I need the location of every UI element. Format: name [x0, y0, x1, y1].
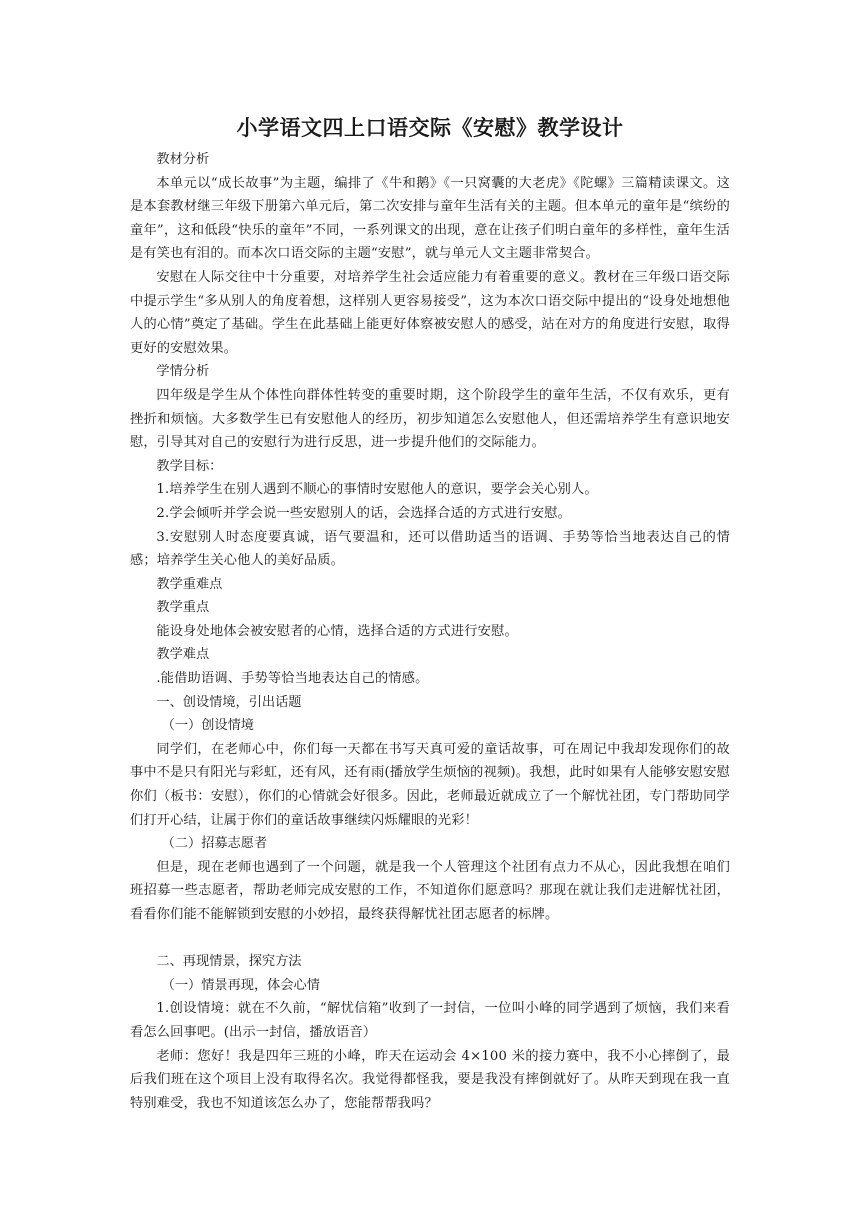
document-page	[130, 112, 730, 1115]
paragraph: .能借助语调、手势等恰当地表达自己的情感。	[156, 671, 429, 687]
section-heading-student-analysis: 学情分析	[156, 364, 210, 380]
paragraph: 同学们，在老师心中，你们每一天都在书写天真可爱的童话故事，可在周记中我却发现你们的故事中不是只有阳光与彩虹，还有风，还有雨(播放学生烦恼的视频)。我想，此时如果有人能够安慰安慰你们（板书：安慰），你们的心情就会好很多。因此，老师最近就成立了一个解忧社团，专门帮助同学们打开心结，让属于你们的童话故事继续闪烁耀眼的光彩！	[130, 741, 730, 828]
subheading: （二）招募志愿者	[161, 836, 268, 852]
paragraph: 1.创设情境：就在不久前，“解忧信箱”收到了一封信，一位叫小峰的同学遇到了烦恼，我们来看看怎么回事吧。(出示一封信，播放语音）	[130, 1001, 730, 1040]
paragraph: 本单元以“成长故事”为主题，编排了《牛和鹅》《一只窝囊的大老虎》《陀螺》三篇精读课文。这是本套教材继三年级下册第六单元后，第二次安排与童年生活有关的主题。但本单元的童年是“缤纷的童年”，这和低段“快乐的童年”不同，一系列课文的出现，意在让孩子们明白童年的多样性，童年生活是有笑也有泪的。而本次口语交际的主题“安慰”，就与单元人文主题非常契合。	[130, 175, 730, 262]
blank-line	[130, 927, 730, 951]
section-heading-key-difficulties: 教学重难点	[156, 576, 223, 592]
subheading: （一）创设情境	[161, 718, 254, 734]
paragraph: 四年级是学生从个体性向群体性转变的重要时期，这个阶段学生的童年生活，不仅有欢乐，更有挫折和烦恼。大多数学生已有安慰他人的经历，初步知道怎么安慰他人，但还需培养学生有意识地安慰，引导其对自己的安慰行为进行反思，进一步提升他们的交际能力。	[130, 387, 730, 451]
part-heading-1: 一、创设情境，引出话题	[156, 694, 302, 710]
paragraph: 能设身处地体会被安慰者的心情，选择合适的方式进行安慰。	[156, 623, 518, 639]
document-title: 小学语文四上口语交际《安慰》教学设计	[236, 115, 624, 140]
goal-item: 2.学会倾听并学会说一些安慰别人的话，会选择合适的方式进行安慰。	[156, 505, 571, 521]
section-heading-teaching-goals: 教学目标：	[156, 458, 223, 474]
goal-item: 3.安慰别人时态度要真诚，语气要温和，还可以借助适当的语调、手势等恰当地表达自己的情感；培养学生关心他人的美好品质。	[130, 529, 730, 569]
subheading-difficulties: 教学难点	[156, 647, 210, 663]
paragraph: 老师：您好！我是四年三班的小峰，昨天在运动会 4×100 米的接力赛中，我不小心摔倒了，最后我们班在这个项目上没有取得名次。我觉得都怪我，要是我没有摔倒就好了。从昨天到现在我一直特别难受，我也不知道该怎么办了，您能帮帮我吗？	[130, 1048, 730, 1111]
paragraph: 安慰在人际交往中十分重要，对培养学生社会适应能力有着重要的意义。教材在三年级口语交际中提示学生“多从别人的角度着想，这样别人更容易接受”，这为本次口语交际中提出的“设身处地想他人的心情”奠定了基础。学生在此基础上能更好体察被安慰人的感受，站在对方的角度进行安慰，取得更好的安慰效果。	[130, 269, 730, 356]
goal-item: 1.培养学生在别人遇到不顺心的事情时安慰他人的意识，要学会关心别人。	[156, 482, 598, 498]
subheading: （一）情景再现，体会心情	[161, 977, 320, 993]
part-heading-2: 二、再现情景，探究方法	[156, 954, 302, 970]
subheading-key-points: 教学重点	[156, 600, 210, 616]
section-heading-textbook-analysis: 教材分析	[156, 152, 210, 167]
paragraph: 但是，现在老师也遇到了一个问题，就是我一个人管理这个社团有点力不从心，因此我想在咱们班招募一些志愿者，帮助老师完成安慰的工作，不知道你们愿意吗？那现在就让我们走进解忧社团，看看你们能不能解锁到安慰的小妙招，最终获得解忧社团志愿者的标牌。	[130, 859, 730, 922]
